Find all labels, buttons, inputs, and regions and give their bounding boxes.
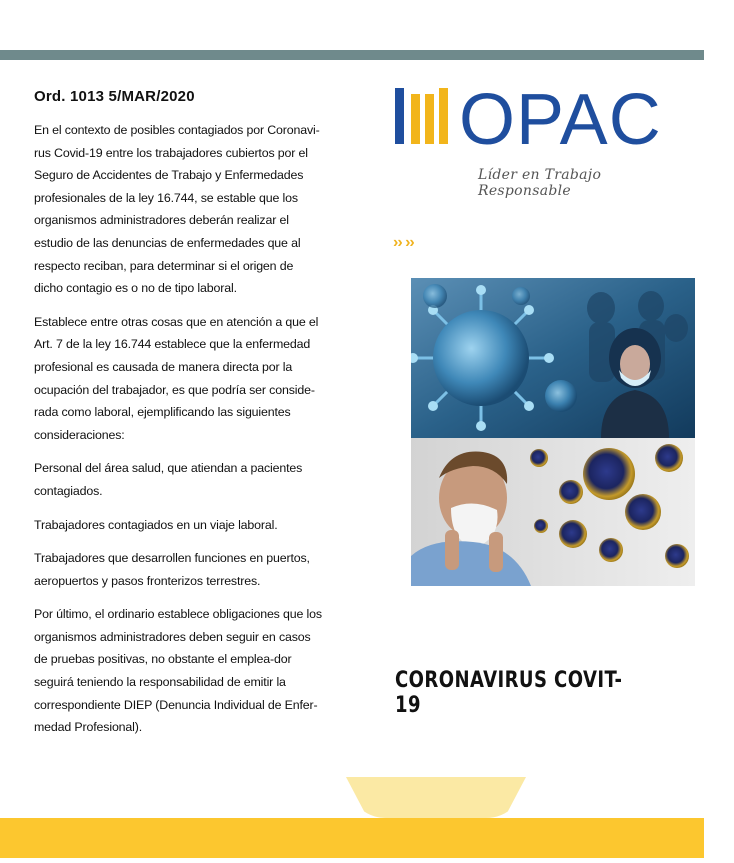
bottom-bar bbox=[0, 818, 704, 858]
bottom-tab-shape bbox=[346, 777, 526, 818]
article-heading: Ord. 1013 5/MAR/2020 bbox=[34, 88, 195, 105]
logo-bar-1 bbox=[395, 88, 404, 144]
small-virus-2 bbox=[423, 284, 447, 308]
logo-bar-4 bbox=[439, 88, 448, 144]
brand-tagline: Líder en Trabajo Responsable bbox=[478, 167, 602, 199]
virus-and-masked-woman-photo bbox=[411, 278, 695, 438]
paragraph-4: Trabajadores contagiados en un viaje laboral. bbox=[34, 517, 278, 532]
man-sneezing-with-viruses-photo bbox=[411, 438, 695, 586]
top-bar bbox=[0, 50, 704, 60]
paragraph-5: Trabajadores que desarrollen funciones en puertos, aeropuertos y pasos fronterizos terrestres. bbox=[34, 551, 310, 588]
cover-title: CORONAVIRUS COVIT-19 bbox=[395, 668, 623, 718]
small-virus-3 bbox=[512, 287, 530, 305]
logo-wordmark: OPAC bbox=[459, 80, 662, 158]
logo-bar-3 bbox=[425, 94, 434, 144]
paragraph-1: En el contexto de posibles contagiados por Coronavi-rus Covid-19 entre los trabajadores cubiertos por el Seguro de Accidentes de Trabajo y Enfermedades profesionales de la ley 16.744, se estable que los organismos administradores deberán realizar el estudio de las denuncias de enfermedades que al respecto reciban, para determinar si el origen de dicho contagio es o no de tipo laboral. bbox=[34, 123, 320, 296]
chevron-arrows-icon: ›› ›› bbox=[393, 234, 414, 251]
opac-logo bbox=[393, 78, 693, 158]
paragraph-6: Por último, el ordinario establece obligaciones que los organismos administradores deben seguir en casos de pruebas positivas, no obstante el emplea-dor seguirá teniendo la responsabilidad de emitir la correspondiente DIEP (Denuncia Individual de Enfer-medad Profesional). bbox=[34, 607, 322, 735]
logo-bar-2 bbox=[411, 94, 420, 144]
paragraph-3: Personal del área salud, que atiendan a pacientes contagiados. bbox=[34, 461, 303, 498]
paragraph-2: Establece entre otras cosas que en atención a que el Art. 7 de la ley 16.744 establece que la enfermedad profesional es causada de manera directa por la ocupación del trabajador, es que podría ser conside-rada como laboral, ejemplificando las siguientes consideraciones: bbox=[34, 314, 319, 442]
small-virus-1 bbox=[545, 380, 577, 412]
article-column bbox=[34, 88, 324, 750]
